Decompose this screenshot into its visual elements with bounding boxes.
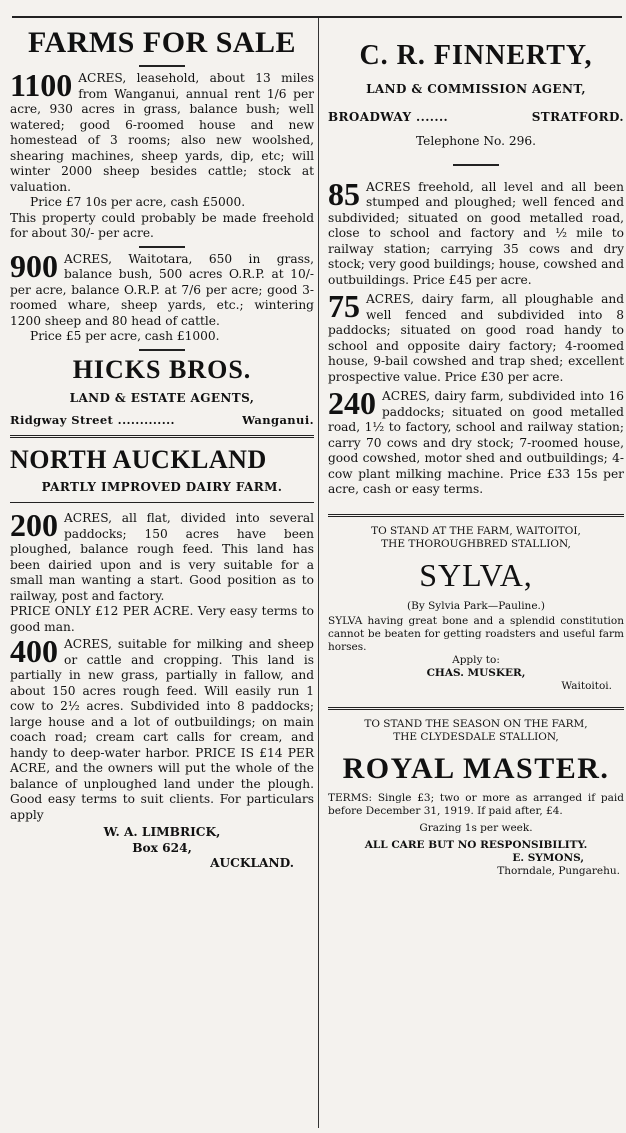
acreage-number: 400 [10, 633, 58, 670]
ad-price: Price £7 10s per acre, cash £5000. [30, 195, 246, 209]
ad-900-acres [10, 247, 314, 345]
divider [139, 349, 185, 351]
sylva-pedigree: (By Sylvia Park—Pauline.) [407, 599, 545, 612]
ad-200-acres [10, 507, 314, 635]
right-column [328, 40, 624, 878]
royal-intro-1: TO STAND THE SEASON ON THE FARM, [364, 717, 588, 730]
ad-text: ACRES, Waitotara, 650 in grass, balance bush, 500 acres O.R.P. at 10/- per acre, balance O.R.P. at 7/6 per acre; good 3-roomed whare, sheep yards, etc.; wintering 1200 sheep and 80 head of cattle. [10, 251, 314, 328]
ad-85-acres [328, 175, 624, 289]
sylva-owner: CHAS. MUSKER, [426, 666, 526, 679]
royal-place: Thorndale, Pungarehu. [497, 864, 620, 877]
north-auckland-subheading: PARTLY IMPROVED DAIRY FARM. [41, 480, 283, 495]
divider [139, 65, 185, 67]
ad-400-acres [10, 633, 314, 823]
hicks-bros-address [10, 413, 314, 427]
divider [328, 514, 624, 517]
ad-price: Price £5 per acre, cash £1000. [30, 329, 220, 343]
finnerty-address [328, 110, 624, 124]
sylva-place: Waitoitoi. [561, 679, 612, 692]
finnerty-phone: Telephone No. 296. [415, 134, 537, 148]
finnerty-title: C. R. FINNERTY, [359, 40, 593, 71]
top-rule [12, 16, 622, 18]
divider [453, 164, 499, 166]
address-street: Ridgway Street ............. [10, 412, 175, 427]
royal-grazing: Grazing 1s per week. [419, 821, 533, 834]
address-town: Wanganui. [242, 412, 314, 427]
north-auckland-heading: NORTH AUCKLAND [10, 444, 267, 474]
farms-for-sale-heading: FARMS FOR SALE [27, 26, 297, 59]
left-column [10, 22, 314, 872]
address-town: STRATFORD. [531, 110, 624, 124]
royal-owner: E. SYMONS, [512, 851, 584, 864]
hicks-bros-title: HICKS BROS. [72, 354, 252, 384]
divider [328, 707, 624, 710]
ad-75-acres [328, 288, 624, 385]
acreage-number: 900 [10, 247, 58, 284]
ad-text: ACRES, dairy farm, subdivided into 16 paddocks; situated on good metalled road, 1½ to factory, school and railway station; carry 70 cows and dry stock; 7-roomed house, good cowshed, motor shed and outbuildings; 4-cow plant milking machine. Price £33 15s per acre, cash or easy terms. [328, 389, 624, 496]
hicks-bros-subtitle: LAND & ESTATE AGENTS, [69, 390, 255, 405]
royal-intro-2: THE CLYDESDALE STALLION, [393, 730, 559, 743]
divider [10, 502, 314, 503]
finnerty-subtitle: LAND & COMMISSION AGENT, [366, 82, 586, 96]
acreage-number: 85 [328, 175, 360, 212]
sylva-intro-1: TO STAND AT THE FARM, WAITOITOI, [371, 524, 581, 537]
column-divider [318, 18, 319, 1128]
signature-box: Box 624, [132, 840, 192, 855]
ad-text: ACRES, all flat, divided into several paddocks; 150 acres have been ploughed, balance rough feed. This land has been dairied upon and is very suitable for a small man wanting a start. Good position as to railway, post and factory. [10, 511, 314, 603]
address-street: BROADWAY ....... [328, 110, 449, 124]
ad-text: ACRES, dairy farm, all ploughable and well fenced and subdivided into 8 paddocks; situated on good road handy to school and opposite dairy factory; 4-roomed house, 9-bail cowshed and trap shed; excellent prospective value. Price £30 per acre. [328, 292, 624, 384]
royal-master-name: ROYAL MASTER. [342, 751, 610, 785]
royal-terms: TERMS: Single £3; two or more as arranged if paid before December 31, 1919. If paid after, £4. [328, 791, 624, 817]
sylva-intro-2: THE THOROUGHBRED STALLION, [381, 537, 571, 550]
acreage-number: 1100 [10, 67, 73, 103]
signature-city: AUCKLAND. [210, 856, 294, 871]
ad-text: ACRES, leasehold, about 13 miles from Wanganui, annual rent 1/6 per acre, 930 acres in grass, balance bush; well watered; good 6-roomed house and new homestead of 3 rooms; also new woolshed, shearing machines, sheep yards, dip, etc; will winter 2000 sheep besides cattle; stock at valuation. [10, 71, 314, 194]
ad-note: This property could probably be made freehold for about 30/- per acre. [10, 210, 314, 240]
divider [139, 246, 185, 248]
royal-care: ALL CARE BUT NO RESPONSIBILITY. [364, 838, 588, 851]
signature-name: W. A. LIMBRICK, [103, 825, 221, 840]
divider [10, 435, 314, 438]
acreage-number: 200 [10, 507, 58, 544]
sylva-name: SYLVA, [419, 556, 533, 593]
acreage-number: 240 [328, 385, 376, 421]
acreage-number: 75 [328, 288, 360, 324]
sylva-apply: Apply to: [452, 653, 500, 666]
ad-1100-acres [10, 67, 314, 242]
ad-price: PRICE ONLY £12 PER ACRE. Very easy terms to good man. [10, 604, 314, 634]
ad-text: ACRES, suitable for milking and sheep or cattle and cropping. This land is partially in new grass, partially in fallow, and about 150 acres rough feed. Will easily run 1 cow to 2½ acres. Subdivided into 8 paddocks; large house and a lot of outbuildings; on main coach road; cream cart calls for cream, and handy to deep-water harbor. PRICE IS £14 PER ACRE, and the owners will put the whole of the balance of unploughed land under the plough. Good easy terms to suit clients. For particulars apply [10, 637, 314, 822]
ad-text: ACRES freehold, all level and all been stumped and ploughed; well fenced and subdivided; situated on good metalled road, close to school and factory and ½ mile to railway station; carrying 35 cows and dry stock; very good buildings; house, cowshed and outbuildings. Price £45 per acre. [328, 179, 624, 287]
ad-240-acres [328, 385, 624, 498]
sylva-description: SYLVA having great bone and a splendid constitution cannot be beaten for getting roadsters and useful farm horses. [328, 614, 624, 653]
